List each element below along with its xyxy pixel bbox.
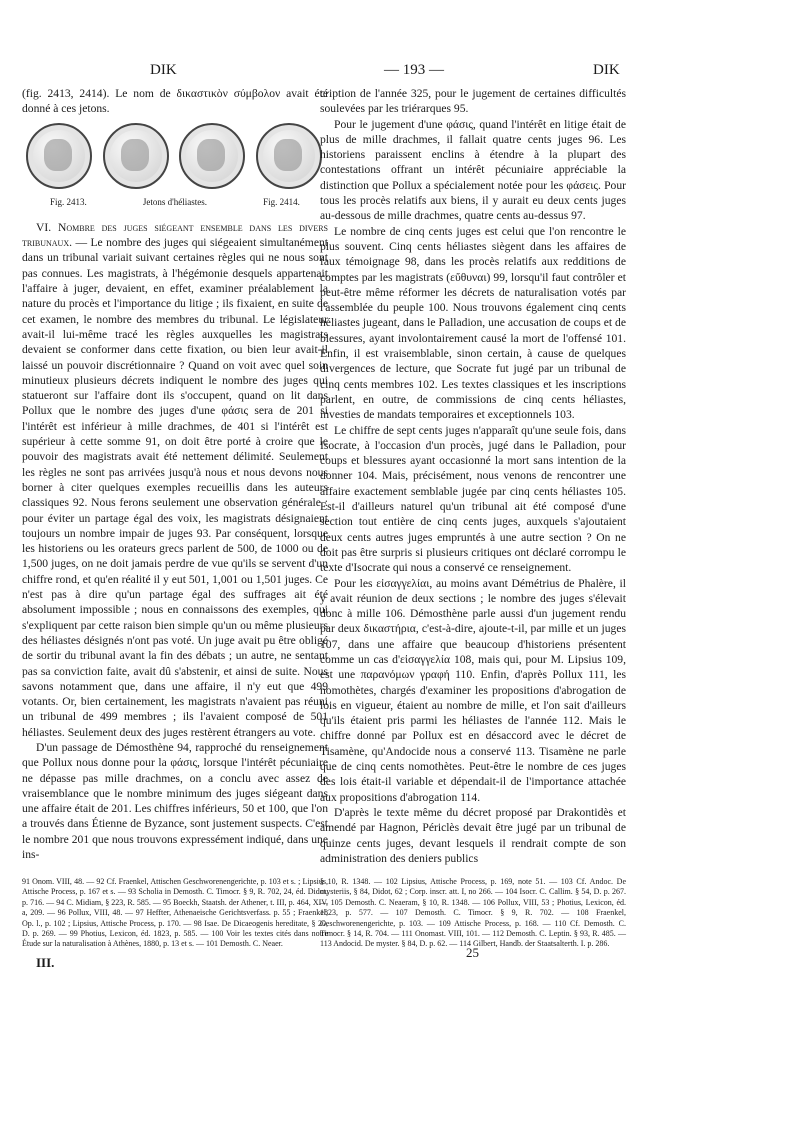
right-column [320,86,626,866]
right-paragraph-1: Pour le jugement d'une φάσις, quand l'intérêt en litige était de plus de mille drachmes, il fallait quatre cents juges 96. Les historiens paraissent enclins à étendre à la plupart des contestations offrant un intérêt pécuniaire appréciable la distinction que Pollux a spécialement notée pour les φάσεις. Pour tous les procès relatifs aux biens, il y aurait eu deux cents juges au-dessous de mille drachmes, quatre cents au-dessus 97. [320,117,626,223]
caption-fig-2414: Fig. 2414. [263,196,300,207]
right-paragraph-0: cription de l'année 325, pour le jugement de certaines difficultés soulevées par les triérarques 95. [320,87,626,116]
intro-paragraph: (fig. 2413, 2414). Le nom de δικαστικὸν σύμβολον avait été donné à ces jetons. [22,87,328,116]
section-paragraph-2: D'un passage de Démosthène 94, rapproché du renseignement que Pollux nous donne pour la φάσις, lorsque l'intérêt pécuniaire ne dépasse pas mille drachmes, on a conclu avec assez de vraisemblance que le nombre minimum des juges siégeant dans une affaire était de 201. Les chiffres inférieurs, 50 et 100, que l'on a trouvés dans Étienne de Byzance, sont justement suspects. C'est le nombre 201 que nous trouvons expressément indiqué, dans une ins- [22,740,328,862]
right-paragraph-2: Le nombre de cinq cents juges est celui que l'on rencontre le plus souvent. Cinq cents héliastes siègent dans les affaires de faux témoignage 98, dans les procès relatifs aux redditions de comptes par les magistrats (εὔθυναι) 99, lorsqu'il faut contrôler et peut-être même réformer les décrets de naturalisation votés par l'assemblée du peuple 100. Nous trouvons également cinq cents héliastes jugeant, dans le Palladion, une accusation de coups et de blessures, ayant involontairement causé la mort de l'offensé 101. Enfin, il est vraisemblable, sinon certain, à cause de quelques divergences de lecture, que Socrate fut jugé par un tribunal de cinq cents membres 102. Les textes classiques et les inscriptions parlent, en outre, de commissions de cinq cents héliastes, investies de mandats temporaires et exceptionnels 103. [320,224,626,422]
page-number: 25 [466,945,479,960]
left-column [22,86,328,862]
figure-jetons [26,123,322,193]
header-right-title: DIK [593,62,620,78]
figure-captions [22,195,328,210]
right-paragraph-5: D'après le texte même du décret proposé par Drakontidès et amendé par Hagnon, Périclès devait être jugé par un tribunal de quinze cents juges, devant lesquels il rendrait compte de son administration des deniers publics [320,805,626,865]
right-paragraph-3: Le chiffre de sept cents juges n'apparaît qu'une seule fois, dans Isocrate, à l'occasion d'un procès, jugé dans le Palladion, pour coups et blessures ayant occasionné la mort sans intention de la donner 104. Mais, précisément, nous venons de rencontrer une affaire exactement semblable jugée par cinq cents héliastes 105. Est-il d'ailleurs naturel qu'un tribunal ait été composé d'une section tout entière de cinq cents juges, auxquels s'ajoutaient deux cents autres juges empruntés à une autre section ? On ne doit pas être surpris si plusieurs critiques ont déclaré corrompu le texte d'Isocrate qui nous a conservé ce renseignement. [320,423,626,575]
footnotes-right: § 10, R. 1348. — 102 Lipsius, Attische Process, p. 169, note 51. — 103 Cf. Andoc. De mysteriis, § 84, Didot, 62 ; Corp. inscr. att. I, no 266. — 104 Isocr. C. Callim. § 54, D. p. 267. — 105 Demosth. C. Neaeram, § 10, R. 1348. — 106 Pollux, VIII, 53 ; Photius, Lexicon, éd. 1823, p. 577. — 107 Demosth. C. Timocr. § 9, R. 702. — 108 Fraenkel, Geschworenengerichte, p. 103. — 109 Attische Process, p. 168. — 110 Cf. Demosth. C. Timocr. § 14, R. 704. — 111 Onomast. VIII, 101. — 112 Demosth. C. Leptin. § 93, R. 485. — 113 Andocid. De myster. § 84, D. p. 62. — 114 Gilbert, Handb. der Staatsalterth. I. p. 286. [320,877,626,949]
footnotes-left: 91 Onom. VIII, 48. — 92 Cf. Fraenkel, Attischen Geschworenengerichte, p. 103 et s. ; Lipsius, Attische Process, p. 167 et s. — 93 Scholia in Demosth. C. Timocr. § 9, R. 702, 24, éd. Didot, p. 716. — 94 C. Midiam, § 223, R. 585. — 95 Boeckh, Staatsh. der Athener, t. III, p. 464, XIV, a, 209. — 96 Pollux, VIII, 48. — 97 Heffter, Athenaeische Gerichtsverfass. p. 55 ; Fraenkel, Op. l., p. 102 ; Lipsius, Attische Process, p. 170. — 98 Isae. De Dicaeogenis hereditate, § 20, D. p. 269. — 99 Photius, Lexicon, éd. 1823, p. 585. — 100 Voir les textes cités dans notre Étude sur la naturalisation à Athènes, 1880, p. 13 et s. — 101 Demosth. C. Neaer. [22,877,328,949]
caption-jetons: Jetons d'héliastes. [142,196,208,207]
signature-mark: III. [36,955,55,970]
jeton-image-2 [103,123,169,189]
section-paragraph-1: — Le nombre des juges qui siégeaient simultanément dans un tribunal variait suivant certaines règles qui ne nous sont pas connues. Les magistrats, à l'hégémonie desquels appartenait l'affaire à juger, devaient, en effet, examiner préalablement la nature du procès et l'importance du litige ; ils fixaient, en suite de cet examen, le nombre des membres du tribunal. Le législateur avait-il lui-même tracé les règles auxquelles les magistrats devaient se conformer dans cette fixation, ou bien leur avait-il laissé un pouvoir discrétionnaire ? Quand on voit avec quel soin minutieux plusieurs décrets indiquent le nombre des juges qui statueront sur l'affaire dont ils s'occupent, quand on lit dans Pollux que le nombre des juges d'une φάσις sera de 201 si l'intérêt est inférieur à mille drachmes, de 401 si l'intérêt est supérieur à cette somme 91, on doit être porté à croire que le pouvoir des magistrats avait été nettement délimité. Seulement les règles ne sont pas arrivées jusqu'à nous et nous devons nous borner à citer quelques exemples recueillis dans les auteurs classiques 92. Nous ferons seulement une observation générale : pour éviter un partage égal des voix, les magistrats désignaient toujours un nombre impair de juges 93. Par conséquent, lorsque les historiens ou les orateurs grecs parlent de 500, de 1000 ou de 1,500 juges, on ne doit jamais perdre de vue qu'ils se servent d'un chiffre rond, et qu'en réalité il y eut 501, 1,001 ou 1,501 juges. Ce n'est pas à dire qu'un partage égal des suffrages ait été absolument impossible ; nous en connaissons des exemples, qui s'expliquent par cette raison bien simple qu'un ou même plusieurs des héliastes désignés n'ont pas voté. Un juge avait pu être obligé de sortir du tribunal avant la fin des débats ; un autre, ne sentant pas sa conviction faite, avait dû s'abstenir, et ainsi de suite. Nous savons notamment que, dans une affaire, il n'y eut que 499 votants. Or, bien certainement, les magistrats n'avaient pas réuni un tribunal de 499 membres ; ils l'avaient composé de 501 héliastes. Seulement deux des juges restèrent étrangers au vote. [22,236,328,739]
jeton-image-1 [26,123,92,189]
jeton-image-4 [256,123,322,189]
jeton-image-3 [179,123,245,189]
caption-fig-2413: Fig. 2413. [50,196,87,207]
header-page-number: — 193 — [384,62,444,78]
right-paragraph-4: Pour les εἰσαγγελίαι, au moins avant Démétrius de Phalère, il y avait réunion de deux sections ; le nombre des juges s'élevait donc à mille 106. Démosthène parle aussi d'un jugement rendu par deux δικαστήρια, c'est-à-dire, ajoute-t-il, par mille et un juges 107, dans une affaire que beaucoup d'historiens présentent comme un cas d'εἰσαγγελία 108, mais qui, pour M. Lipsius 109, est une παρανόμων γραφή 110. Enfin, d'après Pollux 111, les nomothètes, chargés d'examiner les propositions d'abrogation de lois en vigueur, étaient au nombre de mille, et l'on sait d'ailleurs qu'ils étaient pris parmi les héliastes de l'année 112. Mais le chiffre donné par Pollux est en désaccord avec le décret de Tisamène, qu'Andocide nous a conservé 113. Tisamène ne parle que de cinq cents nomothètes. Peut-être le nombre de ces juges des lois était-il variable et dépendait-il de l'importance attachée aux propositions d'abrogation 114. [320,576,626,804]
header-left-title: DIK [150,62,177,78]
section-title: VI. Nombre des juges siégeant ensemble dans les divers tribunaux. [22,220,328,250]
